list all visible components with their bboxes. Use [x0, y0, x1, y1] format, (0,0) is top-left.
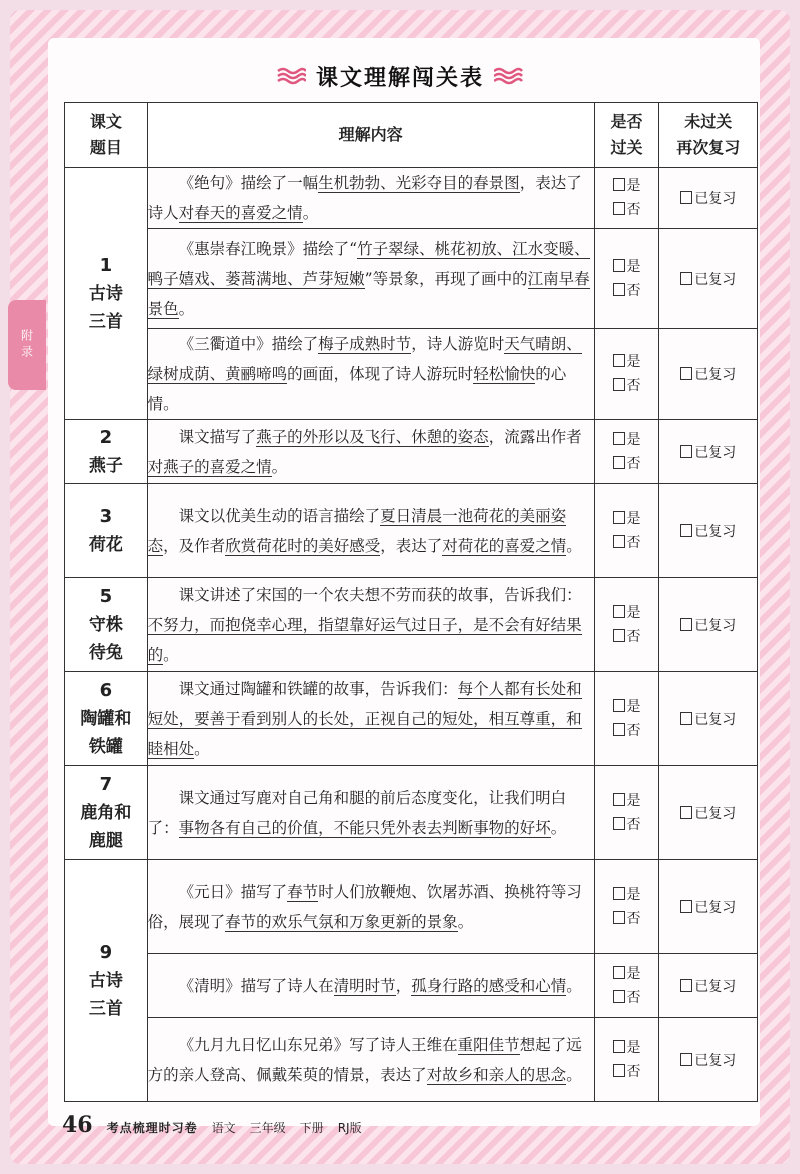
- text-segment: ，诗人游览时: [411, 335, 505, 353]
- review-label: 已复习: [694, 191, 737, 207]
- review-label: 已复习: [694, 711, 737, 728]
- lesson-title-line: 三首: [88, 998, 123, 1019]
- pass-no-option[interactable]: [595, 986, 659, 1010]
- text-segment: 课文通过写鹿对自己角和腿的前后态度变化，让我们明白了：: [147, 788, 567, 837]
- checkbox-label: 是: [626, 604, 641, 621]
- checkbox-icon[interactable]: [680, 445, 692, 458]
- text-segment: 。: [550, 818, 567, 837]
- text-segment: ，: [395, 976, 412, 995]
- header-content: 理解内容: [147, 103, 594, 168]
- review-label: 已复习: [694, 805, 737, 822]
- checkbox-icon[interactable]: [613, 259, 625, 272]
- edition: RJ版: [337, 1121, 362, 1135]
- checkbox-label: 否: [626, 282, 641, 299]
- review-cell[interactable]: [659, 860, 758, 954]
- checkbox-icon[interactable]: [613, 378, 625, 391]
- checkbox-icon[interactable]: [680, 900, 692, 913]
- pass-cell: [594, 420, 659, 484]
- understanding-content-cell: [147, 329, 594, 420]
- checkbox-label: 是: [626, 258, 641, 275]
- pass-yes-option[interactable]: [595, 350, 659, 374]
- understanding-text: [148, 580, 594, 670]
- lesson-title-line: 鹿角和: [80, 802, 132, 823]
- lesson-title-line: 三首: [88, 311, 123, 332]
- checkbox-icon[interactable]: [613, 723, 625, 736]
- checkbox-label: 是: [626, 510, 641, 527]
- lesson-title-line: 鹿腿: [88, 830, 123, 851]
- checkbox-icon[interactable]: [613, 535, 625, 548]
- lesson-title-cell: [65, 860, 148, 1102]
- checkbox-icon[interactable]: [680, 979, 692, 992]
- header-pass-line2: 过关: [610, 138, 643, 157]
- understanding-content-cell: [147, 484, 594, 578]
- text-segment: 《惠崇春江晚景》描绘了“: [178, 239, 358, 258]
- review-label: 已复习: [694, 617, 737, 634]
- checkbox-icon[interactable]: [680, 806, 692, 819]
- key-phrase-underlined: 重阳佳节: [457, 1035, 520, 1054]
- text-segment: 。: [163, 645, 179, 664]
- pass-yes-option[interactable]: [595, 1036, 659, 1060]
- lesson-number: 2: [99, 426, 113, 448]
- text-segment: 《元日》描写了: [178, 882, 288, 901]
- table-row: [65, 578, 758, 672]
- lesson-title-line: 陶罐和: [80, 708, 132, 729]
- text-segment: ，流露出作者: [488, 427, 582, 446]
- text-segment: 的心情。: [147, 365, 567, 413]
- understanding-content-cell: [147, 672, 594, 766]
- text-segment: 《三衢道中》描绘了: [178, 335, 319, 353]
- text-segment: 想起了远方的亲人登高、佩戴茱萸的情景，表达了: [147, 1035, 582, 1084]
- checkbox-icon[interactable]: [680, 712, 692, 725]
- understanding-content-cell: [147, 954, 594, 1018]
- checkbox-icon[interactable]: [680, 1053, 692, 1066]
- checkbox-label: 否: [626, 1063, 641, 1080]
- text-segment: 。: [271, 457, 288, 476]
- checkbox-label: 否: [626, 816, 641, 833]
- text-segment: 课文以优美生动的语言描绘了: [178, 506, 381, 525]
- text-segment: ，及作者: [163, 536, 226, 555]
- understanding-text: [148, 674, 594, 764]
- pass-no-option[interactable]: [595, 719, 659, 743]
- checkbox-icon[interactable]: [680, 367, 692, 380]
- key-phrase-underlined: 孤身行路的感受和心情: [411, 976, 567, 995]
- lesson-title-cell: [65, 420, 148, 484]
- pass-no-option[interactable]: [595, 452, 659, 476]
- key-phrase-underlined: 燕子的外形以及飞行、休憩的姿态: [256, 427, 489, 446]
- pass-cell: [594, 329, 659, 420]
- text-segment: 课文讲述了宋国的一个农夫想不劳而获的故事，告诉我们：: [178, 585, 582, 604]
- checkbox-icon[interactable]: [613, 511, 625, 524]
- page-title: 课文理解闯关表: [315, 65, 484, 91]
- lesson-title-cell: [65, 578, 148, 672]
- header-pass-line1: 是否: [610, 112, 643, 131]
- pass-no-option[interactable]: [595, 813, 659, 837]
- lesson-number: 1: [99, 254, 113, 276]
- review-cell[interactable]: [659, 1018, 758, 1102]
- key-phrase-underlined: 对荷花的喜爱之情: [442, 536, 567, 555]
- key-phrase-underlined: 生机勃勃、光彩夺目的春景图: [318, 174, 520, 192]
- text-segment: 的画面，体现了诗人游玩时: [287, 365, 474, 383]
- pass-no-option[interactable]: [595, 279, 659, 303]
- lesson-title-cell: [65, 672, 148, 766]
- lesson-title-line: 铁罐: [88, 736, 123, 757]
- checkbox-icon[interactable]: [613, 456, 625, 469]
- header-review-line2: 再次复习: [676, 138, 741, 157]
- side-tab-appendix[interactable]: 附录: [8, 300, 46, 390]
- pass-yes-option[interactable]: [595, 601, 659, 625]
- key-phrase-underlined: 对燕子的喜爱之情: [147, 457, 272, 476]
- checkbox-icon[interactable]: [613, 966, 625, 979]
- checkbox-label: 是: [626, 431, 641, 448]
- pass-yes-option[interactable]: [595, 428, 659, 452]
- pass-cell: [594, 860, 659, 954]
- understanding-text: [148, 422, 594, 482]
- text-segment: ，表达了诗人: [147, 174, 582, 222]
- checkbox-label: 否: [626, 628, 641, 645]
- key-phrase-underlined: 不努力，而抱侥幸心理，指望靠好运气过日子，是不会有好结果的: [147, 615, 582, 664]
- lesson-number: 3: [99, 505, 113, 527]
- checkbox-label: 否: [626, 910, 641, 927]
- checkbox-icon[interactable]: [613, 629, 625, 642]
- table-row: [65, 229, 758, 329]
- review-label: 已复习: [694, 978, 737, 995]
- pass-yes-option[interactable]: [595, 789, 659, 813]
- lesson-number: 9: [99, 941, 113, 963]
- key-phrase-underlined: 清明时节: [333, 976, 396, 995]
- text-segment: ，表达了: [380, 536, 443, 555]
- text-segment: 课文通过陶罐和铁罐的故事，告诉我们：: [178, 679, 458, 698]
- header-lesson: [65, 103, 148, 168]
- checkbox-icon[interactable]: [613, 1064, 625, 1077]
- pass-no-option[interactable]: [595, 907, 659, 931]
- pass-no-option[interactable]: [595, 198, 659, 222]
- checkbox-label: 否: [626, 378, 641, 394]
- text-segment: 课文描写了: [178, 427, 257, 446]
- checkbox-icon[interactable]: [680, 191, 692, 204]
- checkbox-icon[interactable]: [613, 817, 625, 830]
- checkbox-label: 否: [626, 534, 641, 551]
- header-review: [659, 103, 758, 168]
- key-phrase-underlined: 对春天的喜爱之情: [178, 204, 303, 222]
- table-row: [65, 954, 758, 1018]
- table-row: [65, 672, 758, 766]
- checkbox-icon[interactable]: [613, 605, 625, 618]
- subject: 语文: [211, 1121, 236, 1135]
- pass-no-option[interactable]: [595, 625, 659, 649]
- review-label: 已复习: [694, 523, 737, 540]
- review-cell[interactable]: [659, 329, 758, 420]
- checkbox-icon[interactable]: [613, 887, 625, 900]
- pass-yes-option[interactable]: [595, 507, 659, 531]
- checkbox-icon[interactable]: [680, 524, 692, 537]
- text-segment: 《清明》描写了诗人在: [178, 976, 334, 995]
- checkbox-icon[interactable]: [613, 911, 625, 924]
- checkbox-label: 否: [626, 989, 641, 1006]
- key-phrase-underlined: 欣赏荷花时的美好感受: [225, 536, 381, 555]
- pass-cell: [594, 578, 659, 672]
- table-row: [65, 484, 758, 578]
- pass-yes-option[interactable]: [595, 962, 659, 986]
- checkbox-label: 否: [626, 202, 641, 218]
- grade: 三年级: [249, 1121, 286, 1135]
- understanding-text: [148, 168, 594, 228]
- understanding-content-cell: [147, 168, 594, 229]
- text-segment: 时人们放鞭炮、饮屠苏酒、换桃符等习俗，展现了: [147, 882, 582, 931]
- checkbox-icon[interactable]: [613, 178, 625, 191]
- wave-right-icon: [494, 67, 524, 85]
- review-label: 已复习: [694, 367, 737, 383]
- text-segment: 。: [566, 1065, 582, 1084]
- pass-cell: [594, 1018, 659, 1102]
- checkbox-label: 是: [626, 792, 641, 809]
- understanding-content-cell: [147, 229, 594, 329]
- understanding-text: [148, 501, 594, 561]
- checkbox-icon[interactable]: [680, 272, 692, 285]
- lesson-title-cell: [65, 168, 148, 420]
- checkbox-label: 是: [626, 178, 641, 194]
- key-phrase-underlined: 夏日清晨一池荷花的美丽姿态: [147, 506, 567, 555]
- understanding-text: [148, 329, 594, 419]
- key-phrase-underlined: 梅子成熟时节: [318, 335, 412, 353]
- review-cell[interactable]: [659, 954, 758, 1018]
- lesson-title-line: 守株: [88, 614, 123, 635]
- table-row: [65, 329, 758, 420]
- header-review-line1: 未过关: [684, 112, 733, 131]
- review-cell[interactable]: [659, 766, 758, 860]
- understanding-content-cell: [147, 578, 594, 672]
- pass-yes-option[interactable]: [595, 174, 659, 198]
- table-row: [65, 766, 758, 860]
- key-phrase-underlined: 江南早春景色: [147, 269, 590, 318]
- understanding-content-cell: [147, 766, 594, 860]
- key-phrase-underlined: 天气晴朗、绿树成荫、黄鹂啼鸣: [147, 335, 582, 383]
- checkbox-label: 是: [626, 698, 641, 715]
- lesson-title-line: 待兔: [88, 642, 123, 663]
- lesson-title-line: 古诗: [88, 970, 123, 991]
- review-cell[interactable]: [659, 672, 758, 766]
- key-phrase-underlined: 每个人都有长处和短处，要善于看到别人的长处，正视自己的短处，相互尊重，和睦相处: [147, 679, 582, 758]
- table-body: [65, 168, 758, 1102]
- key-phrase-underlined: 春节的欢乐气氛和万象更新的景象: [225, 912, 458, 931]
- pass-cell: [594, 766, 659, 860]
- lesson-title-line: 燕子: [88, 455, 123, 476]
- checkbox-icon[interactable]: [613, 990, 625, 1003]
- text-segment: 。: [302, 204, 319, 222]
- lesson-title-line: 古诗: [88, 283, 123, 304]
- key-phrase-underlined: 春节: [287, 882, 319, 901]
- understanding-text: [148, 234, 594, 324]
- review-cell[interactable]: [659, 484, 758, 578]
- pass-cell: [594, 229, 659, 329]
- key-phrase-underlined: 竹子翠绿、桃花初放、江水变暖、鸭子嬉戏、蒌蒿满地、芦芽短嫩: [147, 239, 590, 288]
- checkbox-icon[interactable]: [613, 283, 625, 296]
- checkbox-icon[interactable]: [613, 1040, 625, 1053]
- title-bar: [0, 58, 800, 94]
- header-lesson-line1: 课文: [89, 112, 122, 131]
- understanding-text: [148, 1030, 594, 1090]
- checkbox-icon[interactable]: [613, 354, 625, 367]
- checkbox-label: 是: [626, 965, 641, 982]
- text-segment: 。: [178, 299, 195, 318]
- pass-cell: [594, 168, 659, 229]
- text-segment: 《绝句》描绘了一幅: [178, 174, 319, 192]
- table-row: [65, 1018, 758, 1102]
- text-segment: 。: [457, 912, 474, 931]
- pass-no-option[interactable]: [595, 374, 659, 398]
- book-title: 考点梳理时习卷: [106, 1121, 198, 1135]
- understanding-text: [148, 783, 594, 843]
- table-row: [65, 420, 758, 484]
- lesson-number: 7: [99, 773, 113, 795]
- text-segment: 。: [566, 536, 582, 555]
- table-row: [65, 860, 758, 954]
- text-segment: 。: [566, 976, 582, 995]
- lesson-title-cell: [65, 766, 148, 860]
- review-label: 已复习: [694, 444, 737, 461]
- checkbox-label: 是: [626, 354, 641, 370]
- checkbox-label: 是: [626, 1039, 641, 1056]
- key-phrase-underlined: 事物各有自己的价值，不能只凭外表去判断事物的好坏: [178, 818, 551, 837]
- checkbox-label: 否: [626, 455, 641, 472]
- pass-no-option[interactable]: [595, 1060, 659, 1084]
- header-pass: [594, 103, 659, 168]
- checkbox-icon[interactable]: [613, 202, 625, 215]
- wave-left-icon: [276, 67, 306, 85]
- review-cell[interactable]: [659, 168, 758, 229]
- review-cell[interactable]: [659, 420, 758, 484]
- understanding-text: [148, 971, 594, 1001]
- pass-yes-option[interactable]: [595, 255, 659, 279]
- lesson-title-line: 荷花: [88, 534, 123, 555]
- lesson-number: 6: [99, 679, 113, 701]
- table-header-row: [65, 103, 758, 168]
- pass-cell: [594, 954, 659, 1018]
- checkbox-icon[interactable]: [680, 618, 692, 631]
- checkbox-icon[interactable]: [613, 699, 625, 712]
- review-table: [64, 102, 758, 1102]
- review-cell[interactable]: [659, 578, 758, 672]
- checkbox-icon[interactable]: [613, 432, 625, 445]
- lesson-number: 5: [99, 585, 113, 607]
- review-label: 已复习: [694, 899, 737, 916]
- understanding-text: [148, 877, 594, 937]
- pass-no-option[interactable]: [595, 531, 659, 555]
- understanding-content-cell: [147, 1018, 594, 1102]
- footer: [62, 1112, 362, 1142]
- checkbox-label: 否: [626, 722, 641, 739]
- pass-cell: [594, 672, 659, 766]
- header-lesson-line2: 题目: [89, 138, 122, 157]
- pass-cell: [594, 484, 659, 578]
- text-segment: ”等景象，再现了画中的: [364, 269, 528, 288]
- lesson-title-cell: [65, 484, 148, 578]
- review-label: 已复习: [694, 1052, 737, 1069]
- pass-yes-option[interactable]: [595, 883, 659, 907]
- volume: 下册: [299, 1121, 324, 1135]
- review-cell[interactable]: [659, 229, 758, 329]
- text-segment: 。: [194, 739, 210, 758]
- review-label: 已复习: [694, 271, 737, 288]
- table-row: [65, 168, 758, 229]
- page-number: 46: [62, 1112, 93, 1138]
- understanding-content-cell: [147, 860, 594, 954]
- key-phrase-underlined: 轻松愉快: [473, 365, 536, 383]
- key-phrase-underlined: 对故乡和亲人的思念: [426, 1065, 567, 1084]
- checkbox-label: 是: [626, 886, 641, 903]
- checkbox-icon[interactable]: [613, 793, 625, 806]
- understanding-content-cell: [147, 420, 594, 484]
- pass-yes-option[interactable]: [595, 695, 659, 719]
- text-segment: 《九月九日忆山东兄弟》写了诗人王维在: [178, 1035, 458, 1054]
